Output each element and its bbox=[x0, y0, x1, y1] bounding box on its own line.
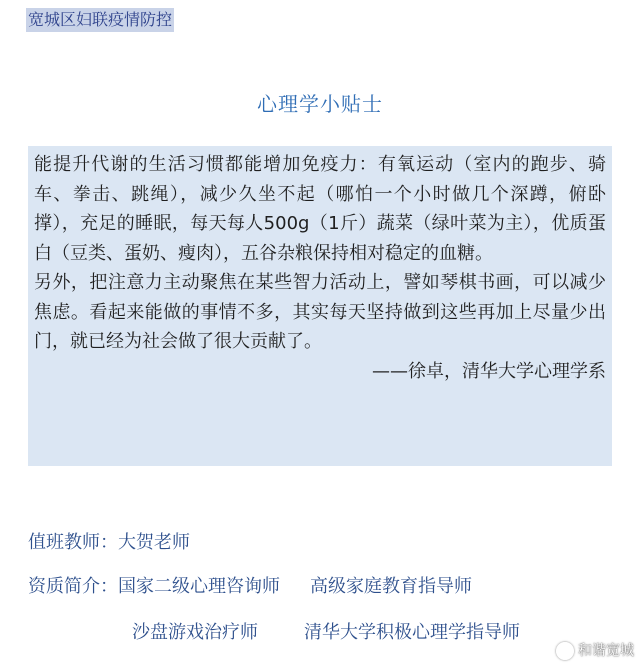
teacher-label: 值班教师： bbox=[28, 532, 118, 553]
weibo-icon bbox=[556, 642, 574, 660]
qualification-item: 清华大学积极心理学指导师 bbox=[304, 622, 520, 643]
qualifications-label: 资质简介： bbox=[28, 576, 118, 597]
page-title: 心理学小贴士 bbox=[257, 92, 383, 116]
qualifications-row-1 bbox=[28, 574, 472, 600]
teacher-name: 大贺老师 bbox=[118, 532, 190, 553]
quote-paragraph-1: 能提升代谢的生活习惯都能增加免疫力：有氧运动（室内的跑步、骑车、拳击、跳绳），减少久坐不起（哪怕一个小时做几个深蹲，俯卧撑），充足的睡眠，每天每人500g（1斤）蔬菜（绿叶菜为主），优质蛋白（豆类、蛋奶、瘦肉），五谷杂粮保持相对稳定的血糖。 bbox=[34, 154, 606, 264]
watermark-text: 和谐宽城 bbox=[578, 643, 634, 659]
header-label: 宽城区妇联疫情防控 bbox=[26, 8, 174, 32]
qualifications-row-2 bbox=[132, 620, 520, 646]
qualification-item: 高级家庭教育指导师 bbox=[310, 576, 472, 597]
quote-body bbox=[34, 150, 606, 357]
quote-box bbox=[28, 146, 612, 466]
qualification-item: 国家二级心理咨询师 bbox=[118, 576, 280, 597]
quote-paragraph-2: 另外，把注意力主动聚焦在某些智力活动上，譬如琴棋书画，可以减少焦虑。看起来能做的事情不多，其实每天坚持做到这些再加上尽量少出门，就已经为社会做了很大贡献了。 bbox=[34, 272, 606, 352]
watermark bbox=[556, 642, 634, 660]
teacher-row bbox=[28, 530, 190, 556]
quote-author: ——徐卓，清华大学心理学系 bbox=[372, 360, 606, 382]
qualification-item: 沙盘游戏治疗师 bbox=[132, 622, 258, 643]
